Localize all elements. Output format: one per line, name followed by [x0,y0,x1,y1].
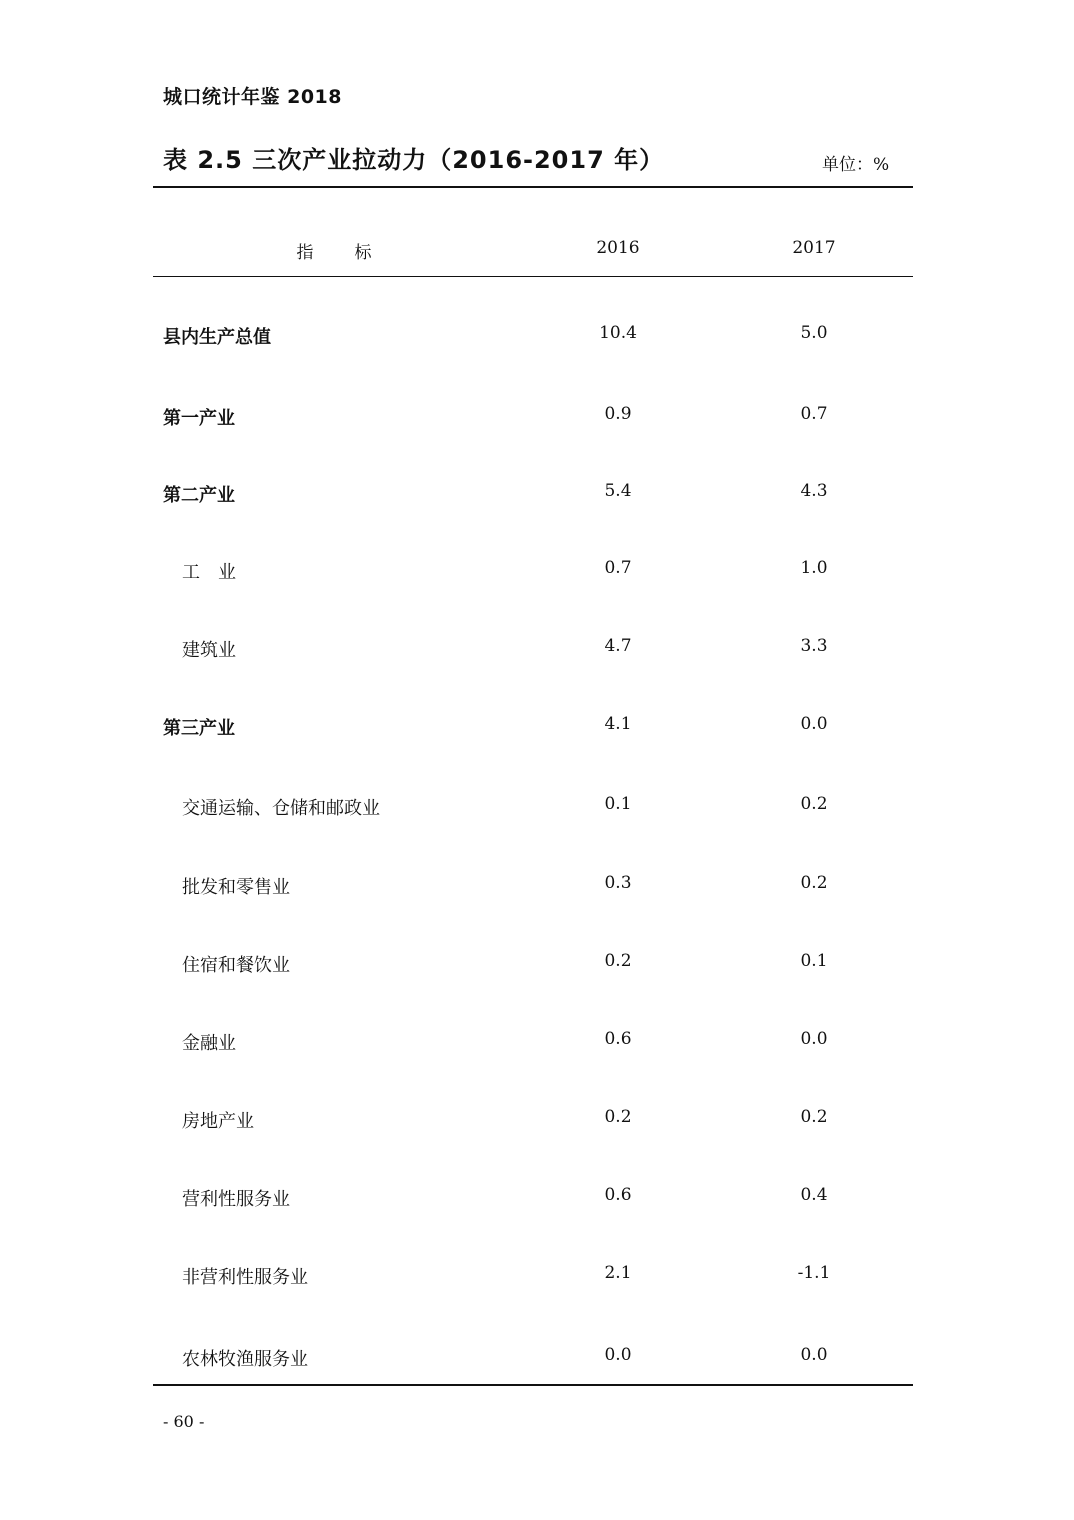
table-row [0,1185,1074,1209]
table-title: 表 2.5 三次产业拉动力（2016-2017 年） [163,146,665,174]
row-label: 非营利性服务业 [182,1267,308,1288]
value-2017: -1.1 [797,1263,831,1283]
row-label: 住宿和餐饮业 [182,955,290,976]
table-row [0,1107,1074,1131]
top-rule [153,186,913,188]
value-2017: 0.7 [800,404,828,424]
value-2016: 5.4 [604,481,632,501]
row-label: 房地产业 [182,1111,254,1132]
value-2016: 0.2 [604,1107,632,1127]
value-2017: 0.2 [800,873,828,893]
value-2016: 0.9 [604,404,632,424]
row-label: 交通运输、仓储和邮政业 [182,798,380,819]
value-2016: 4.1 [604,714,632,734]
value-2016: 0.1 [604,794,632,814]
table-row [0,1345,1074,1369]
value-2016: 10.4 [599,323,637,343]
table-row [0,481,1074,505]
value-2017: 0.0 [800,714,828,734]
row-label: 工 业 [182,562,236,583]
value-2017: 5.0 [800,323,828,343]
row-label: 第二产业 [163,485,235,506]
value-2016: 2.1 [604,1263,632,1283]
table-row [0,1263,1074,1287]
value-2016: 0.2 [604,951,632,971]
table-row [0,558,1074,582]
table-row [0,1029,1074,1053]
value-2017: 0.2 [800,1107,828,1127]
value-2016: 0.0 [604,1345,632,1365]
value-2017: 4.3 [800,481,828,501]
row-label: 批发和零售业 [182,877,290,898]
unit-label: 单位：% [822,155,890,175]
header-rule [153,276,913,277]
running-head: 城口统计年鉴 2018 [163,86,342,108]
value-2016: 0.6 [604,1185,632,1205]
value-2016: 4.7 [604,636,632,656]
table-row [0,873,1074,897]
table-row [0,951,1074,975]
row-label: 第一产业 [163,408,235,429]
table-row [0,714,1074,738]
table-row [0,323,1074,347]
value-2017: 0.2 [800,794,828,814]
table-row [0,794,1074,818]
value-2017: 0.1 [800,951,828,971]
row-label: 县内生产总值 [163,327,271,348]
header-indicator: 指 标 [296,243,384,263]
table-row [0,404,1074,428]
page-number: - 60 - [163,1412,205,1431]
table-row [0,636,1074,660]
row-label: 营利性服务业 [182,1189,290,1210]
value-2016: 0.3 [604,873,632,893]
row-label: 农林牧渔服务业 [182,1349,308,1370]
header-2016: 2016 [596,238,640,258]
value-2017: 1.0 [800,558,828,578]
row-label: 金融业 [182,1033,236,1054]
header-2017: 2017 [792,238,836,258]
value-2016: 0.6 [604,1029,632,1049]
value-2017: 0.4 [800,1185,828,1205]
value-2017: 3.3 [800,636,828,656]
value-2017: 0.0 [800,1029,828,1049]
value-2017: 0.0 [800,1345,828,1365]
bottom-rule [153,1384,913,1386]
row-label: 建筑业 [182,640,236,661]
value-2016: 0.7 [604,558,632,578]
row-label: 第三产业 [163,718,235,739]
